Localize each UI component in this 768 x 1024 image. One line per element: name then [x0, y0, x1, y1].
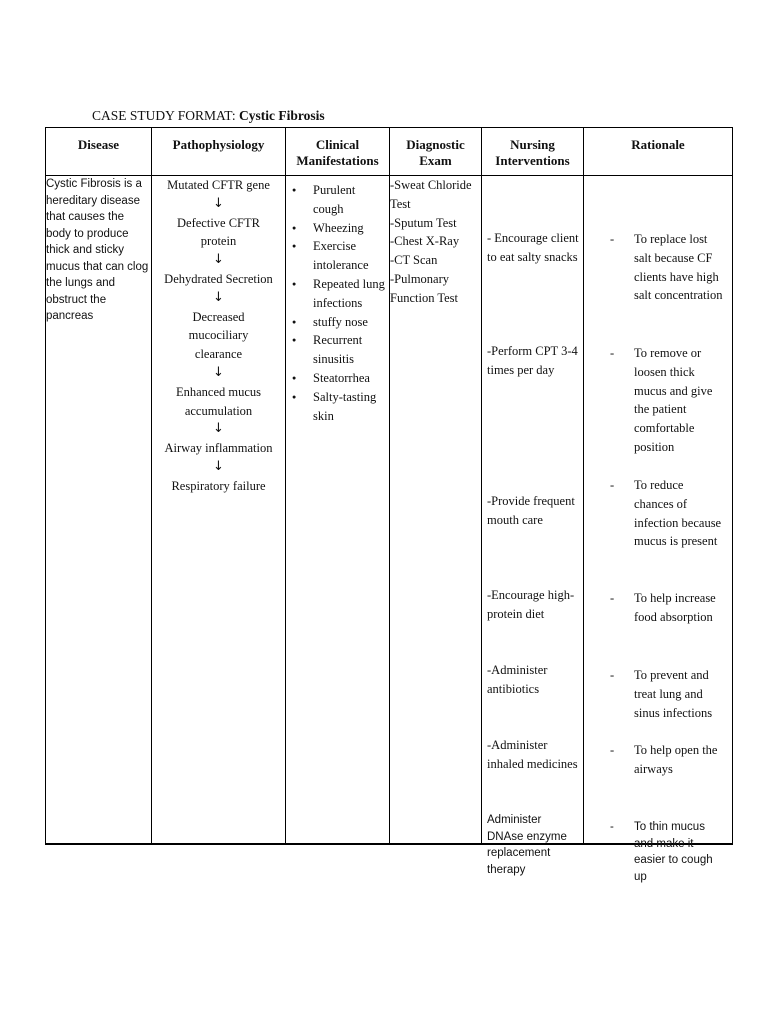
patho-step: Enhanced mucus accumulation	[175, 384, 262, 418]
dash-bullet: -	[610, 478, 615, 492]
rationale-item	[610, 666, 726, 722]
down-arrow-icon: ↓	[213, 289, 224, 305]
rationale-item	[610, 230, 726, 305]
dash-bullet: -	[610, 591, 615, 605]
header-pathophysiology: Pathophysiology	[152, 128, 286, 176]
clinical-item: ● Recurrent sinusitis	[286, 331, 389, 369]
diagnostic-item: -Sputum Test	[390, 215, 457, 230]
title-prefix: CASE STUDY FORMAT:	[92, 108, 236, 123]
patho-step: Airway inflammation	[164, 441, 273, 456]
rationale-cell	[584, 176, 733, 883]
patho-step: Mutated CFTR gene	[167, 178, 270, 192]
down-arrow-icon: ↓	[213, 195, 224, 211]
rationale-item	[610, 819, 726, 885]
rationale-text: To help open the airways	[634, 743, 718, 776]
clinical-item: ● Exercise intolerance	[286, 237, 389, 275]
nursing-item: -Provide frequent mouth care	[487, 494, 575, 527]
header-diagnostic-exam: Diagnostic Exam	[390, 128, 482, 176]
clinical-item: ● stuffy nose	[286, 313, 389, 332]
nursing-item: -Encourage high-protein diet	[487, 588, 575, 621]
rationale-text: To reduce chances of infection because mucus is present	[634, 478, 722, 549]
rationale-item	[610, 741, 726, 779]
document-title	[92, 108, 325, 124]
disease-cell	[46, 176, 152, 845]
clinical-manifestations-cell	[286, 176, 390, 845]
body-row	[46, 176, 733, 845]
case-study-table	[45, 127, 733, 883]
down-arrow-icon: ↓	[213, 458, 224, 474]
disease-description: Cystic Fibrosis is a hereditary disease that causes the body to produce thick and sticky mucus that can clog the lungs and obstruct the pancreas	[46, 178, 149, 322]
nursing-item: -Administer antibiotics	[487, 663, 548, 696]
dash-bullet: -	[610, 821, 614, 833]
rationale-text: To prevent and treat lung and sinus infections	[634, 668, 713, 720]
rationale-item	[610, 344, 726, 457]
nursing-item: - Encourage client to eat salty snacks	[487, 231, 579, 264]
patho-step: Decreased mucociliary clearance	[188, 309, 249, 362]
diagnostic-item: -Sweat Chloride Test	[390, 178, 472, 211]
diagnostic-item: -Pulmonary Function Test	[390, 271, 458, 305]
patho-step: Dehydrated Secretion	[164, 271, 273, 286]
pathophysiology-cell	[152, 176, 286, 845]
header-disease: Disease	[46, 128, 152, 176]
patho-step: Defective CFTR protein	[177, 215, 260, 249]
nursing-interventions-cell	[482, 176, 584, 876]
clinical-list	[286, 176, 389, 425]
header-nursing-interventions: Nursing Interventions	[482, 128, 584, 176]
down-arrow-icon: ↓	[213, 364, 224, 380]
header-row	[46, 128, 733, 176]
rationale-item	[610, 476, 726, 551]
diagnostic-exam-cell	[390, 176, 482, 845]
nursing-item: -Administer inhaled medicines	[487, 738, 578, 771]
title-topic: Cystic Fibrosis	[238, 108, 325, 123]
dash-bullet: -	[610, 232, 615, 246]
rationale-item	[610, 589, 726, 627]
down-arrow-icon: ↓	[213, 252, 224, 268]
rationale-text: To help increase food absorption	[634, 591, 716, 624]
rationale-text: To remove or loosen thick mucus and give the patient comfortable position	[634, 346, 713, 454]
patho-step: Respiratory failure	[171, 478, 266, 493]
down-arrow-icon: ↓	[213, 421, 224, 437]
dash-bullet: -	[610, 743, 615, 757]
rationale-text: To thin mucus and make it easier to cough up	[634, 821, 713, 883]
diagnostic-item: -CT Scan	[390, 253, 438, 268]
clinical-item: ● Salty-tasting skin	[286, 388, 389, 426]
clinical-item: ● Steatorrhea	[286, 369, 389, 388]
dash-bullet: -	[610, 346, 615, 360]
diagnostic-item: -Chest X-Ray	[390, 234, 460, 249]
clinical-item: ● Purulent cough	[286, 181, 389, 219]
header-clinical-manifestations: Clinical Manifestations	[286, 128, 390, 176]
nursing-item: Administer DNAse enzyme replacement therapy	[487, 814, 567, 876]
nursing-item: -Perform CPT 3-4 times per day	[487, 344, 578, 377]
dash-bullet: -	[610, 668, 615, 682]
header-rationale: Rationale	[584, 128, 733, 176]
clinical-item: ● Wheezing	[286, 219, 389, 238]
rationale-text: To replace lost salt because CF clients have high salt concentration	[634, 232, 723, 303]
clinical-item: ● Repeated lung infections	[286, 275, 389, 313]
